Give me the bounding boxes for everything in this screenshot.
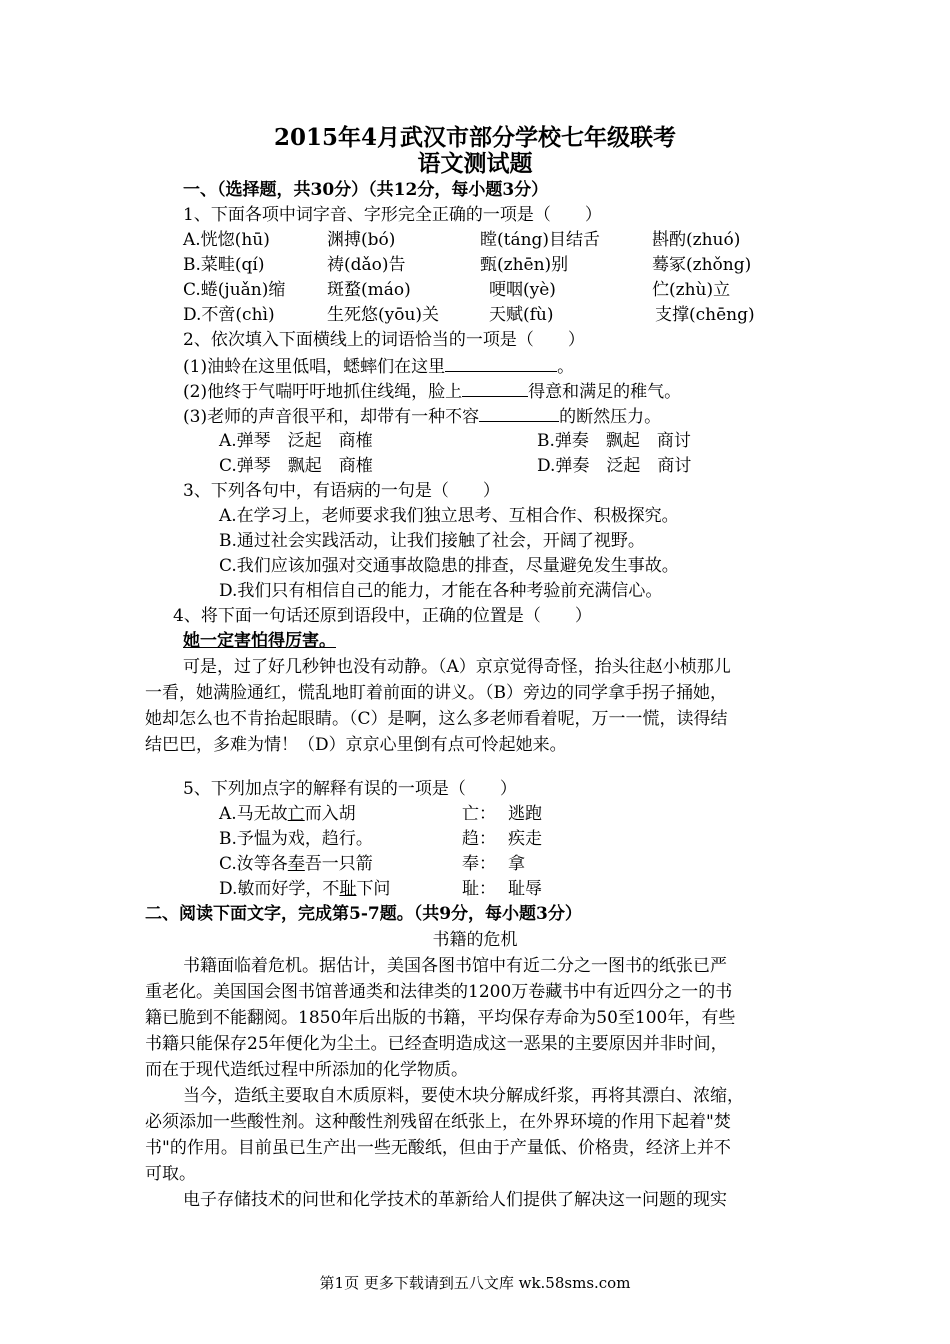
q5-option-c: [219, 853, 373, 875]
q5-c-meaning: 拿: [508, 854, 525, 874]
q5-c-pre: C.汝等各: [219, 854, 288, 874]
q2-option-a: A.弹琴 泛起 商榷: [219, 431, 373, 451]
article-line-3: 籍已脆到不能翻阅。1850年后出版的书籍，平均保存寿命为50至100年，有些: [145, 1008, 736, 1028]
title-line-1: 2015年4月武汉市部分学校七年级联考: [273, 124, 677, 151]
q5-stem: 5、下列加点字的解释有误的一项是（ ）: [183, 779, 517, 799]
article-line-7: 必须添加一些酸性剂。这种酸性剂残留在纸张上，在外界环境的作用下起着"焚: [145, 1112, 731, 1132]
q3-stem: 3、下列各句中，有语病的一句是（ ）: [183, 481, 500, 501]
q1-a-2: 渊搏(bó): [327, 230, 396, 250]
q5-b-word: 趋：: [462, 829, 496, 849]
q2-sentence-2: [183, 380, 681, 403]
q5-c-word: 奉：: [462, 854, 496, 874]
q2-blank-3: [479, 405, 559, 422]
q1-a-3: 瞠(táng)目结舌: [480, 230, 601, 250]
q1-c-2: 斑蝥(máo): [327, 280, 411, 300]
article-line-6: 当今，造纸主要取自木质原料，要使木块分解成纤浆，再将其漂白、浓缩，: [183, 1086, 744, 1106]
q2-option-d: D.弹奏 泛起 商讨: [537, 456, 692, 476]
q4-sentence: 她一定害怕得厉害。: [183, 631, 336, 651]
section-2-heading: 二、阅读下面文字，完成第5-7题。（共9分，每小题3分）: [145, 904, 582, 924]
q5-a-post: 而入胡: [304, 804, 356, 824]
q2-s2-text: (2)他终于气喘吁吁地抓住线绳，脸上: [183, 382, 463, 402]
article-line-1: 书籍面临着危机。据估计，美国各图书馆中有近二分之一图书的纸张已严: [183, 956, 727, 976]
q4-para-line-3: 她却怎么也不肯抬起眼睛。（C）是啊，这么多老师看着呢，万一一慌，读得结: [145, 709, 728, 729]
q1-stem: 1、下面各项中词字音、字形完全正确的一项是（ ）: [183, 205, 602, 225]
title-line-2: 语文测试题: [417, 150, 533, 177]
article-title: 书籍的危机: [432, 930, 518, 950]
q2-sentence-1: [183, 355, 574, 378]
q2-s2-end: 得意和满足的稚气。: [528, 382, 682, 402]
q5-a-word: 亡：: [462, 804, 496, 824]
q1-b-3: 甄(zhēn)别: [480, 255, 569, 275]
article-line-9: 可取。: [145, 1164, 196, 1184]
q1-c-4: 伫(zhù)立: [652, 280, 731, 300]
q2-s3-end: 的断然压力。: [559, 407, 662, 427]
q4-para-line-2: 一看，她满脸通红，慌乱地盯着前面的讲义。（B）旁边的同学拿手拐子捅她，: [145, 683, 727, 703]
q5-d-word: 耻：: [462, 879, 496, 899]
q4-stem: 4、将下面一句话还原到语段中，正确的位置是（ ）: [173, 606, 592, 626]
q2-option-b: B.弹奏 飘起 商讨: [537, 431, 691, 451]
article-line-8: 书"的作用。目前虽已生产出一些无酸纸，但由于产量低、价格贵，经济上并不: [145, 1138, 731, 1158]
q1-c-1: C.蜷(juǎn)缩: [183, 280, 286, 300]
q4-para-line-4: 结巴巴，多难为情！（D）京京心里倒有点可怜起她来。: [145, 735, 567, 755]
q2-s1-text: (1)油蛉在这里低唱，蟋蟀们在这里: [183, 357, 446, 377]
article-line-4: 书籍只能保存25年便化为尘土。已经查明造成这一恶果的主要原因并非时间，: [145, 1034, 728, 1054]
q1-c-3: 哽咽(yè): [489, 280, 556, 300]
q1-d-4: 支撑(chēng): [655, 305, 755, 325]
q2-s1-end: 。: [557, 357, 575, 377]
q1-b-1: B.菜畦(qí): [183, 255, 265, 275]
article-line-5: 而在于现代造纸过程中所添加的化学物质。: [145, 1060, 468, 1080]
q1-d-2: 生死悠(yōu)关: [327, 305, 440, 325]
q1-b-4: 蓦冢(zhǒng): [652, 255, 752, 275]
q5-option-d: [219, 878, 390, 900]
q5-c-post: 吾一只箭: [304, 854, 373, 874]
q5-a-pre: A.马无故: [219, 804, 288, 824]
q4-para-line-1: 可是，过了好几秒钟也没有动静。（A）京京觉得奇怪，抬头往赵小桢那儿: [183, 657, 731, 677]
q2-s3-text: (3)老师的声音很平和，却带有一种不容: [183, 407, 480, 427]
q3-option-c: C.我们应该加强对交通事故隐患的排查，尽量避免发生事故。: [219, 556, 679, 576]
q1-a-1: A.恍惚(hū): [183, 230, 270, 250]
q2-blank-1: [445, 355, 557, 372]
q3-option-d: D.我们只有相信自己的能力，才能在各种考验前充满信心。: [219, 581, 663, 601]
q5-d-key: 耻: [339, 879, 357, 899]
article-line-10: 电子存储技术的问世和化学技术的革新给人们提供了解决这一问题的现实: [183, 1190, 727, 1210]
q5-d-pre: D.敏而好学，不: [219, 879, 340, 899]
q5-b-meaning: 疾走: [508, 829, 542, 849]
q5-a-key: 亡: [287, 804, 305, 824]
q2-blank-2: [462, 380, 528, 397]
q5-option-a: [219, 803, 356, 825]
q1-d-3: 天赋(fù): [489, 305, 554, 325]
q2-option-c: C.弹琴 飘起 商榷: [219, 456, 373, 476]
q5-a-meaning: 逃跑: [508, 804, 542, 824]
q2-stem: 2、依次填入下面横线上的词语恰当的一项是（ ）: [183, 330, 585, 350]
q1-d-1: D.不啻(chì): [183, 305, 275, 325]
section-1-heading: 一、（选择题，共30分）（共12分，每小题3分）: [183, 180, 549, 200]
q2-sentence-3: [183, 405, 661, 428]
q3-option-b: B.通过社会实践活动，让我们接触了社会，开阔了视野。: [219, 531, 645, 551]
q5-d-meaning: 耻辱: [508, 879, 542, 899]
article-line-2: 重老化。美国国会图书馆普通类和法律类的1200万卷藏书中有近四分之一的书: [145, 982, 733, 1002]
q5-c-key: 奉: [287, 854, 305, 874]
q3-option-a: A.在学习上，老师要求我们独立思考、互相合作、积极探究。: [219, 506, 679, 526]
q1-b-2: 祷(dǎo)告: [327, 255, 406, 275]
q1-a-4: 斟酌(zhuó): [652, 230, 741, 250]
q5-option-b: B.予愠为戏，趋行。: [219, 829, 373, 849]
page-footer: 第1页 更多下载请到五八文库 wk.58sms.com: [319, 1274, 631, 1292]
q5-d-post: 下问: [356, 879, 391, 899]
